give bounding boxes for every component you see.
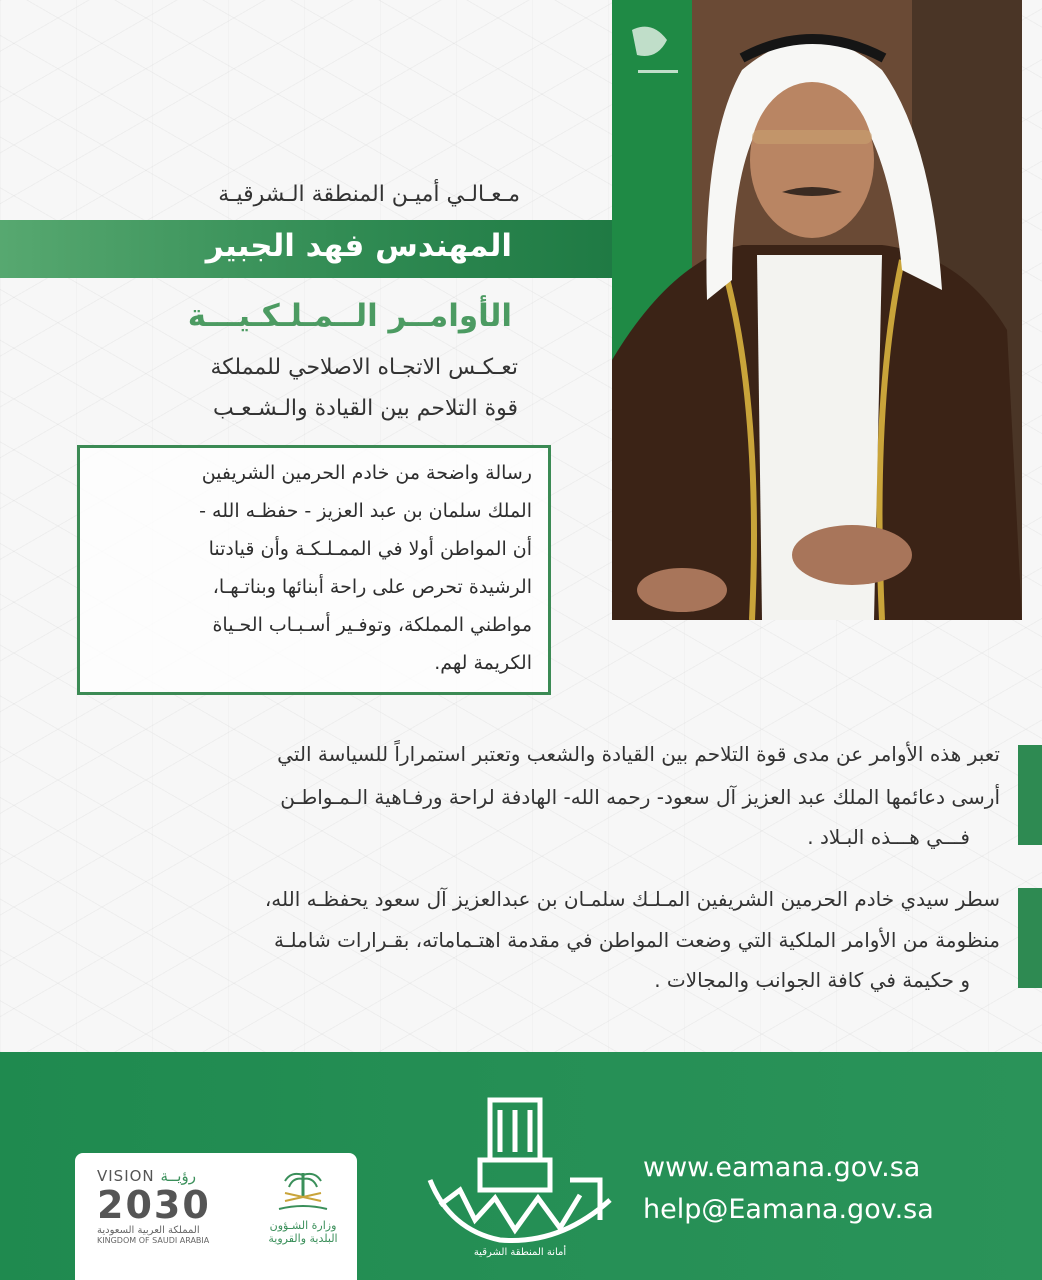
portrait-illustration bbox=[612, 0, 1022, 620]
ministry-emblem-icon bbox=[273, 1167, 333, 1215]
vision-year: 2030 bbox=[97, 1183, 211, 1227]
amana-logo-caption: أمانة المنطقة الشرقية bbox=[473, 1247, 567, 1258]
ministry-name-line-2: البلدية والقروية bbox=[268, 1232, 338, 1245]
ministry-name-line-1: وزارة الشـؤون bbox=[269, 1219, 337, 1232]
quote-line: الكريمة لهم. bbox=[434, 652, 532, 674]
paragraph-1-line: تعبر هذه الأوامر عن مدى قوة التلاحم بين القيادة والشعب وتعتبر استمراراً للسياسة التي bbox=[277, 742, 1000, 766]
quote-box bbox=[77, 445, 551, 695]
website-link[interactable]: www.eamana.gov.sa bbox=[643, 1152, 921, 1183]
quote-line: رسالة واضحة من خادم الحرمين الشريفين bbox=[201, 462, 532, 484]
vision-en-label: VISION bbox=[97, 1167, 155, 1185]
email-link[interactable]: help@Eamana.gov.sa bbox=[643, 1194, 934, 1225]
quote-line: مواطني المملكة، وتوفـير أسـبـاب الحـياة bbox=[212, 614, 532, 636]
quote-line: الرشيدة تحرص على راحة أبنائها وبناتـهـا، bbox=[212, 576, 532, 598]
official-title: مـعـالـي أميـن المنطقة الـشرقيـة bbox=[218, 182, 520, 207]
headline-line-2: قوة التلاحم بين القيادة والـشـعـب bbox=[213, 396, 518, 421]
quote-line: أن المواطن أولا في الممـلـكـة وأن قيادتنا bbox=[208, 538, 532, 560]
paragraph-accent-bar bbox=[1018, 888, 1042, 988]
paragraph-2-line: منظومة من الأوامر الملكية التي وضعت المواطن في مقدمة اهتـماماته، بقـرارات شاملـة bbox=[273, 928, 1000, 952]
kingdom-en-label: KINGDOM OF SAUDI ARABIA bbox=[97, 1236, 210, 1245]
vision-ar-label: رؤيــة bbox=[160, 1167, 196, 1185]
paragraph-1-line: فـــي هـــذه البـلاد . bbox=[807, 825, 970, 849]
paragraph-1-line: أرسى دعائمها الملك عبد العزيز آل سعود- رحمه الله- الهادفة لراحة ورفـاهية الـمـواطـن bbox=[280, 785, 1000, 809]
paragraph-2-line: و حكيمة في كافة الجوانب والمجالات . bbox=[654, 968, 970, 992]
amana-logo bbox=[420, 1080, 620, 1260]
paragraph-2-line: سطر سيدي خادم الحرمين الشريفين المـلـك سلمـان بن عبدالعزيز آل سعود يحفظـه الله، bbox=[264, 887, 1000, 911]
vision-2030-logo bbox=[97, 1167, 247, 1245]
name-banner bbox=[0, 220, 612, 278]
paragraph-accent-bar bbox=[1018, 745, 1042, 845]
portrait-photo bbox=[612, 0, 1022, 620]
partner-logos-card bbox=[75, 1153, 357, 1280]
ministry-logo bbox=[261, 1167, 345, 1245]
official-name: المهندس فهد الجبير bbox=[205, 228, 512, 264]
kingdom-ar-label: المملكة العربية السعودية bbox=[97, 1225, 200, 1236]
royal-orders-title: الأوامــر الــمـلـكـيـــة bbox=[187, 298, 512, 334]
quote-line: الملك سلمان بن عبد العزيز - حفظـه الله - bbox=[199, 500, 532, 522]
headline-line-1: تعـكـس الاتجـاه الاصلاحي للمملكة bbox=[210, 355, 518, 380]
